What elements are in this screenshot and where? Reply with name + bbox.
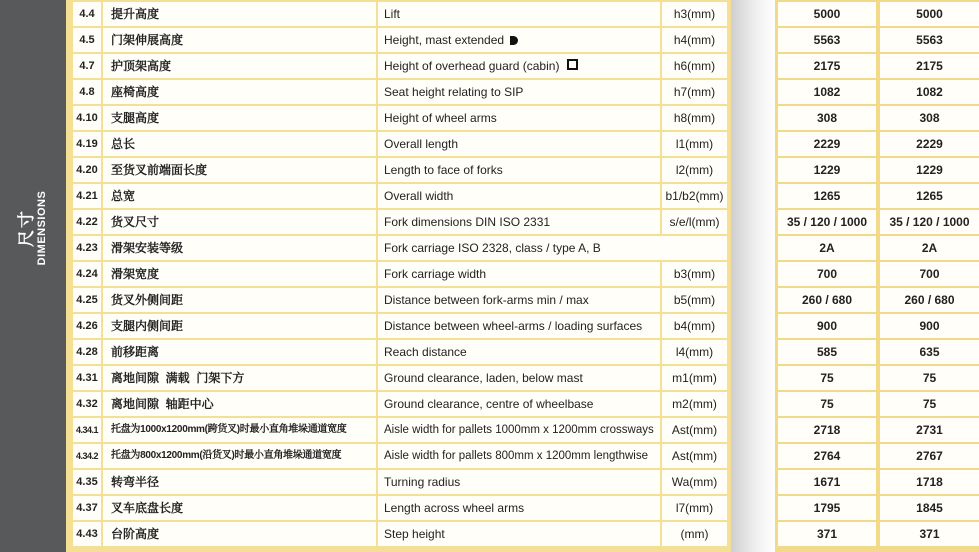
row-value-model-1: 900 — [778, 314, 876, 338]
row-value-model-2: 1265 — [880, 184, 979, 208]
row-number: 4.4 — [73, 2, 101, 26]
row-value-model-1: 35 / 120 / 1000 — [778, 210, 876, 234]
row-value-model-1: 260 / 680 — [778, 288, 876, 312]
row-label-cn: 护顶架高度 — [103, 54, 376, 78]
row-value-model-1: 1671 — [778, 470, 876, 494]
row-value-model-2: 1082 — [880, 80, 979, 104]
row-value-model-2: 2229 — [880, 132, 979, 156]
row-value-model-1: 75 — [778, 392, 876, 416]
row-unit: m2(mm) — [662, 392, 727, 416]
row-number: 4.43 — [73, 522, 101, 546]
row-number: 4.23 — [73, 236, 101, 260]
row-number: 4.21 — [73, 184, 101, 208]
row-label-en-cell — [378, 54, 660, 78]
row-unit: b5(mm) — [662, 288, 727, 312]
row-value-model-1: 1082 — [778, 80, 876, 104]
row-value-model-2: 308 — [880, 106, 979, 130]
row-label-cn: 滑架安装等级 — [103, 236, 376, 260]
row-label-cn: 货叉外侧间距 — [103, 288, 376, 312]
row-label-en: Aisle width for pallets 800mm x 1200mm lengthwise — [378, 444, 660, 468]
row-label-cn: 门架伸展高度 — [103, 28, 376, 52]
row-value-model-1: 5563 — [778, 28, 876, 52]
row-label-cn: 离地间隙 满载 门架下方 — [103, 366, 376, 390]
row-number: 4.19 — [73, 132, 101, 156]
row-unit: b1/b2(mm) — [662, 184, 727, 208]
row-number: 4.34.1 — [73, 418, 101, 442]
row-value-model-1: 2764 — [778, 444, 876, 468]
row-value-model-1: 2A — [778, 236, 876, 260]
row-value-model-2: 2767 — [880, 444, 979, 468]
row-label-en-cell — [378, 28, 660, 52]
row-number: 4.10 — [73, 106, 101, 130]
row-value-model-2: 35 / 120 / 1000 — [880, 210, 979, 234]
row-label-cn: 总宽 — [103, 184, 376, 208]
row-label-en: Overall length — [378, 132, 660, 156]
row-unit: h3(mm) — [662, 2, 727, 26]
row-value-model-2: 1845 — [880, 496, 979, 520]
row-label-en: Distance between fork-arms min / max — [378, 288, 660, 312]
row-label-en: Turning radius — [378, 470, 660, 494]
row-value-model-1: 2718 — [778, 418, 876, 442]
row-label-cn: 滑架宽度 — [103, 262, 376, 286]
row-value-model-2: 2175 — [880, 54, 979, 78]
row-unit: m1(mm) — [662, 366, 727, 390]
row-label-en: Length across wheel arms — [378, 496, 660, 520]
row-value-model-1: 308 — [778, 106, 876, 130]
row-label-cn: 座椅高度 — [103, 80, 376, 104]
row-number: 4.37 — [73, 496, 101, 520]
row-number: 4.31 — [73, 366, 101, 390]
row-number: 4.28 — [73, 340, 101, 364]
row-value-model-1: 5000 — [778, 2, 876, 26]
row-label-en: Aisle width for pallets 1000mm x 1200mm crossways — [378, 418, 660, 442]
row-label-en: Ground clearance, centre of wheelbase — [378, 392, 660, 416]
row-value-model-1: 700 — [778, 262, 876, 286]
row-unit: Ast(mm) — [662, 444, 727, 468]
panel-gap — [731, 0, 775, 552]
row-value-model-1: 1229 — [778, 158, 876, 182]
row-label-en: Height of wheel arms — [378, 106, 660, 130]
row-label-en: Overall width — [378, 184, 660, 208]
row-value-model-2: 2A — [880, 236, 979, 260]
row-value-model-1: 2175 — [778, 54, 876, 78]
row-unit: s/e/l(mm) — [662, 210, 727, 234]
row-value-model-2: 1718 — [880, 470, 979, 494]
row-unit: h8(mm) — [662, 106, 727, 130]
row-label-cn: 离地间隙 轴距中心 — [103, 392, 376, 416]
row-value-model-2: 75 — [880, 392, 979, 416]
row-number: 4.5 — [73, 28, 101, 52]
row-number: 4.25 — [73, 288, 101, 312]
half-circle-symbol-icon — [510, 36, 518, 45]
row-unit: l4(mm) — [662, 340, 727, 364]
row-label-cn: 台阶高度 — [103, 522, 376, 546]
row-label-cn: 支腿内侧间距 — [103, 314, 376, 338]
row-number: 4.26 — [73, 314, 101, 338]
row-number: 4.20 — [73, 158, 101, 182]
row-label-cn: 支腿高度 — [103, 106, 376, 130]
row-unit: b3(mm) — [662, 262, 727, 286]
row-value-model-1: 75 — [778, 366, 876, 390]
row-value-model-1: 2229 — [778, 132, 876, 156]
row-value-model-2: 75 — [880, 366, 979, 390]
square-symbol-icon — [567, 59, 578, 70]
row-label-en: Distance between wheel-arms / loading surfaces — [378, 314, 660, 338]
row-value-model-1: 585 — [778, 340, 876, 364]
row-unit: (mm) — [662, 522, 727, 546]
row-value-model-1: 1265 — [778, 184, 876, 208]
row-label-cn: 叉车底盘长度 — [103, 496, 376, 520]
row-value-model-1: 371 — [778, 522, 876, 546]
row-label-cn: 货叉尺寸 — [103, 210, 376, 234]
row-label-en: Ground clearance, laden, below mast — [378, 366, 660, 390]
row-unit: Ast(mm) — [662, 418, 727, 442]
section-label-cn: 尺寸 — [17, 209, 36, 247]
row-label-en: Step height — [378, 522, 660, 546]
row-label-cn: 总长 — [103, 132, 376, 156]
row-number: 4.24 — [73, 262, 101, 286]
row-label-cn: 托盘为800x1200mm(沿货叉)时最小直角堆垛通道宽度 — [103, 444, 376, 468]
row-label-cn: 转弯半径 — [103, 470, 376, 494]
row-label-cn: 托盘为1000x1200mm(跨货叉)时最小直角堆垛通道宽度 — [103, 418, 376, 442]
row-unit: h4(mm) — [662, 28, 727, 52]
row-label-cn: 提升高度 — [103, 2, 376, 26]
row-value-model-2: 5563 — [880, 28, 979, 52]
row-value-model-2: 1229 — [880, 158, 979, 182]
row-unit: h6(mm) — [662, 54, 727, 78]
row-value-model-2: 260 / 680 — [880, 288, 979, 312]
row-label-en: Length to face of forks — [378, 158, 660, 182]
row-label-cn: 至货叉前端面长度 — [103, 158, 376, 182]
row-label-en: Fork dimensions DIN ISO 2331 — [378, 210, 660, 234]
row-label-en: Fork carriage ISO 2328, class / type A, B — [378, 236, 727, 260]
row-value-model-2: 635 — [880, 340, 979, 364]
row-label-cn: 前移距离 — [103, 340, 376, 364]
row-label-en: Fork carriage width — [378, 262, 660, 286]
row-label-en: Lift — [378, 2, 660, 26]
row-label-en: Height of overhead guard (cabin) — [384, 59, 560, 73]
row-number: 4.7 — [73, 54, 101, 78]
row-label-en: Height, mast extended — [384, 33, 505, 47]
row-value-model-2: 900 — [880, 314, 979, 338]
row-value-model-2: 700 — [880, 262, 979, 286]
row-value-model-1: 1795 — [778, 496, 876, 520]
section-label — [18, 191, 48, 266]
row-number: 4.8 — [73, 80, 101, 104]
row-number: 4.22 — [73, 210, 101, 234]
row-number: 4.35 — [73, 470, 101, 494]
row-label-en: Seat height relating to SIP — [378, 80, 660, 104]
row-unit: b4(mm) — [662, 314, 727, 338]
row-unit: l1(mm) — [662, 132, 727, 156]
row-label-en: Reach distance — [378, 340, 660, 364]
row-unit: Wa(mm) — [662, 470, 727, 494]
row-unit: h7(mm) — [662, 80, 727, 104]
row-number: 4.34.2 — [73, 444, 101, 468]
row-value-model-2: 5000 — [880, 2, 979, 26]
section-band — [0, 0, 66, 552]
row-value-model-2: 2731 — [880, 418, 979, 442]
row-unit: l2(mm) — [662, 158, 727, 182]
row-value-model-2: 371 — [880, 522, 979, 546]
row-unit: l7(mm) — [662, 496, 727, 520]
section-label-en: DIMENSIONS — [36, 190, 48, 266]
row-number: 4.32 — [73, 392, 101, 416]
